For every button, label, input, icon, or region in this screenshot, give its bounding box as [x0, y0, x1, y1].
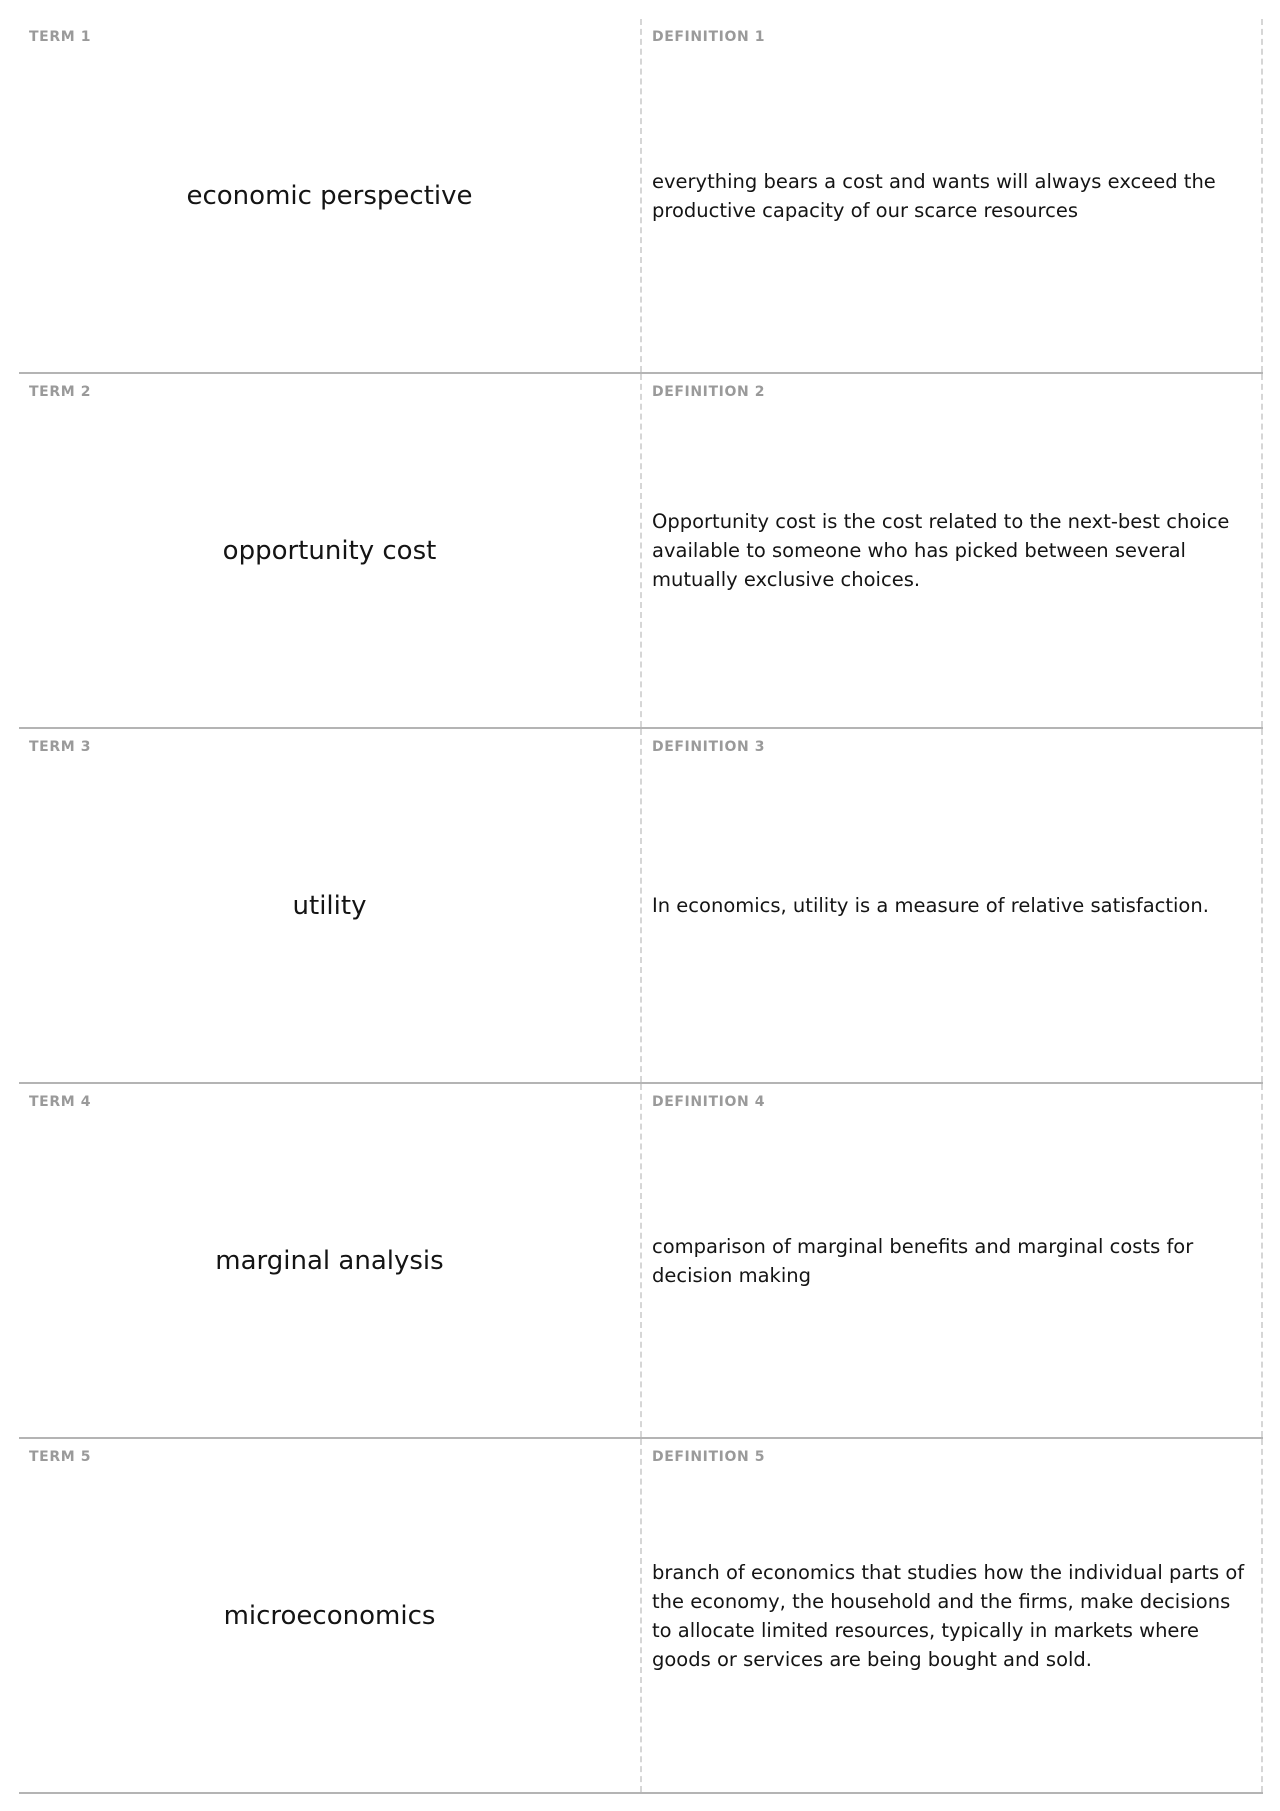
flashcard-row-2 — [19, 374, 1263, 729]
definition-label: DEFINITION 5 — [652, 1449, 766, 1465]
definition-text — [652, 1084, 1255, 1437]
term-cell — [19, 19, 642, 372]
definition-label: DEFINITION 1 — [652, 29, 766, 45]
flashcard-row-3 — [19, 729, 1263, 1084]
definition-text — [652, 374, 1255, 727]
definition-label: DEFINITION 3 — [652, 739, 766, 755]
definition-cell — [642, 374, 1263, 727]
term-label: TERM 5 — [29, 1449, 92, 1465]
term-cell — [19, 729, 642, 1082]
term-label: TERM 3 — [29, 739, 92, 755]
flashcard-row-1 — [19, 19, 1263, 374]
definition-text — [652, 19, 1255, 372]
term-label: TERM 1 — [29, 29, 92, 45]
term-label: TERM 2 — [29, 384, 92, 400]
definition-text — [652, 729, 1255, 1082]
definition-text-content: Opportunity cost is the cost related to the next-best choice available to someone who has picked between several mutually exclusive choices. — [652, 510, 1230, 591]
term-cell — [19, 374, 642, 727]
definition-text-content: branch of economics that studies how the individual parts of the economy, the household and the firms, make decisions to allocate limited resources, typically in markets where goods or services are being bought and sold. — [652, 1560, 1245, 1671]
definition-text-content: everything bears a cost and wants will always exceed the productive capacity of our scarce resources — [652, 169, 1216, 222]
term-label: TERM 4 — [29, 1094, 92, 1110]
term-text: marginal analysis — [215, 1245, 444, 1276]
definition-cell — [642, 1084, 1263, 1437]
definition-cell — [642, 729, 1263, 1082]
flashcard-row-5 — [19, 1439, 1263, 1794]
definition-label: DEFINITION 4 — [652, 1094, 766, 1110]
definition-label: DEFINITION 2 — [652, 384, 766, 400]
term-text: utility — [292, 890, 367, 921]
term-text: opportunity cost — [222, 535, 437, 566]
definition-text-content: In economics, utility is a measure of relative satisfaction. — [652, 894, 1209, 917]
term-text: microeconomics — [223, 1600, 436, 1631]
definition-cell — [642, 19, 1263, 372]
term-text: economic perspective — [186, 180, 473, 211]
term-cell — [19, 1439, 642, 1792]
definition-text-content: comparison of marginal benefits and marginal costs for decision making — [652, 1234, 1194, 1287]
flashcard-sheet — [19, 19, 1263, 1794]
definition-text — [652, 1439, 1255, 1792]
flashcard-row-4 — [19, 1084, 1263, 1439]
term-cell — [19, 1084, 642, 1437]
definition-cell — [642, 1439, 1263, 1792]
